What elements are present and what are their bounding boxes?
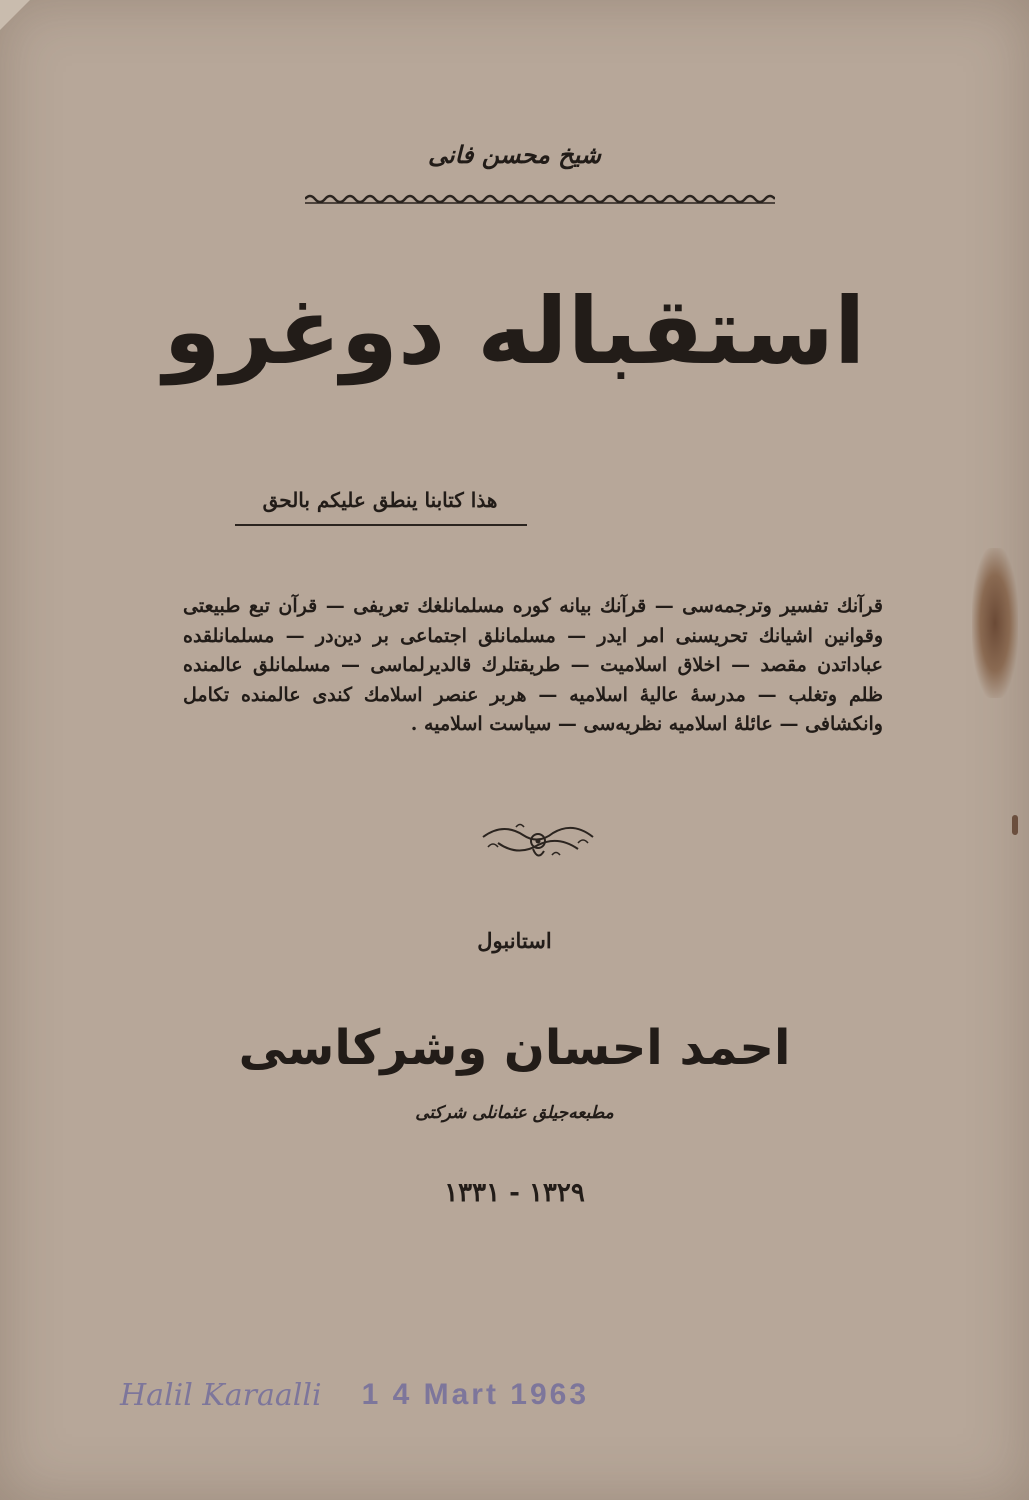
printer-name: مطبعه‌جيلق عثمانلی شركتی <box>415 1103 614 1123</box>
library-stamp <box>120 1372 589 1418</box>
stamp-date: 1 4 Mart 1963 <box>361 1378 590 1411</box>
epigraph-underline <box>235 524 527 526</box>
publication-years: ١٣٢٩ - ١٣٣١ <box>444 1178 585 1208</box>
publisher-name: احمد احسان وشركاسی <box>238 1020 791 1076</box>
floral-ornament-icon <box>478 817 598 865</box>
binding-stain <box>972 548 1018 698</box>
spine-mark <box>1012 815 1018 835</box>
book-title: استقباله دوغرو <box>163 278 866 385</box>
epigraph-quote: هذا كتابنا ينطق عليكم بالحق <box>262 488 498 512</box>
author-name: شیخ محسن فانی <box>427 140 602 169</box>
contents-summary: قرآنك تفسير وترجمه‌سی — قرآنك بيانه كوره مسلمانلغك تعريفی — قرآن تبع طبيعتی وقوانين اشيانك تحريسنی امر ايدر — مسلمانلق اجتماعی بر دين‌در — مسلمانلقده عباداتدن مقصد — اخلاق اسلاميت — طريقتلرك قالديرلماسی — مسلمانلق عالمنده ظلم وتغلب — مدرسهٔ عاليهٔ اسلاميه — هربر عنصر اسلامك كندی عالمنده تكامل وانكشافی — عائلهٔ اسلاميه نظريه‌سی — سياست اسلاميه . <box>183 595 883 735</box>
wavy-divider <box>305 192 775 206</box>
torn-corner <box>0 0 30 30</box>
city-name: استانبول <box>477 928 552 953</box>
stamp-name: Halil Karaalli <box>120 1377 322 1413</box>
